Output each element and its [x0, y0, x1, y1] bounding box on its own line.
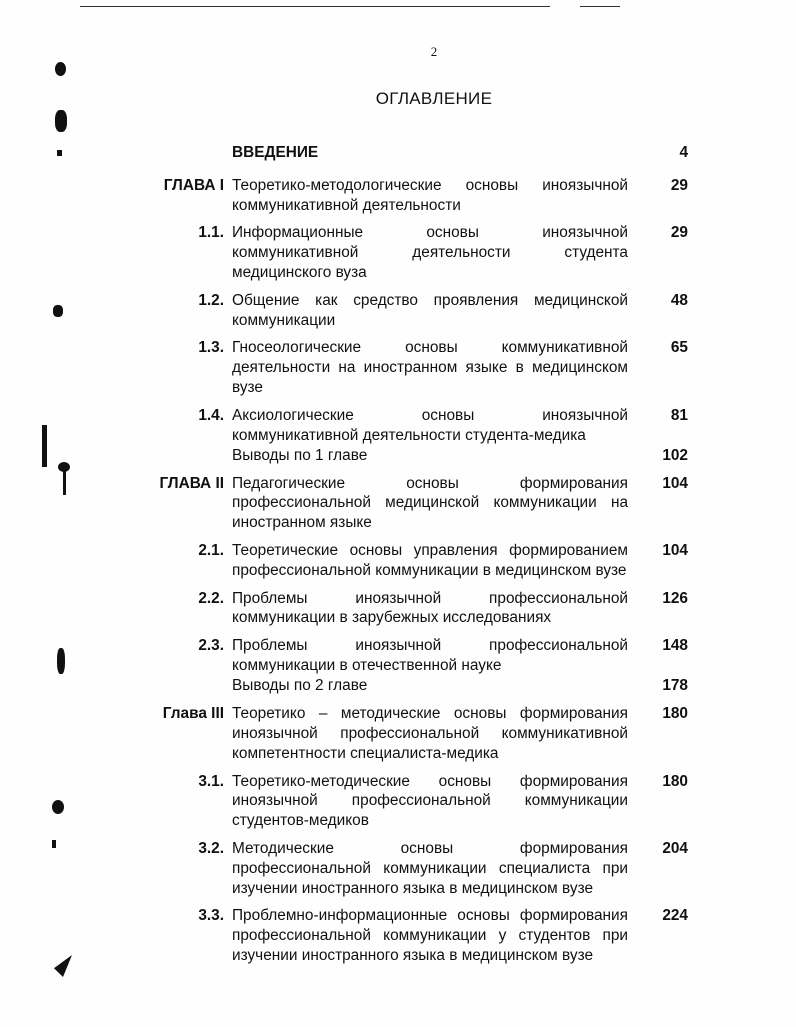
toc-entry-page: 65 [670, 339, 688, 357]
table-of-contents [150, 143, 690, 966]
top-rule-short [580, 6, 620, 7]
page-number: 2 [430, 44, 438, 59]
toc-entry [150, 291, 690, 331]
scan-speck [57, 150, 62, 156]
toc-entry [150, 906, 690, 965]
toc-entry-page: 224 [662, 907, 688, 925]
toc-entry [150, 176, 690, 216]
toc-entry-title: Теоретико – методические основы формирования иноязычной профессиональной коммуникативной компетентности специалиста-медика [232, 705, 628, 762]
toc-entry [150, 223, 690, 282]
toc-entry-title: Теоретико-методологические основы иноязычной коммуникативной деятельности [232, 176, 628, 214]
toc-entry-page: 178 [662, 677, 688, 695]
toc-entry-label: 2.2. [198, 589, 224, 607]
top-rule [80, 6, 550, 7]
toc-entry [150, 839, 690, 898]
toc-entry [150, 143, 690, 163]
toc-entry-page: 48 [670, 291, 688, 309]
scan-speck [52, 800, 64, 814]
toc-entry-title: ВВЕДЕНИЕ [232, 144, 319, 161]
toc-entry-page: 29 [670, 176, 688, 194]
toc-entry [150, 406, 690, 446]
scan-speck [53, 305, 63, 317]
toc-entry-label: 1.1. [198, 224, 224, 242]
toc-entry-label: Глава III [162, 705, 224, 723]
toc-entry [150, 636, 690, 676]
scan-speck [57, 648, 65, 674]
scan-speck [52, 840, 56, 848]
toc-entry-label: 1.3. [198, 339, 224, 357]
toc-entry-label: 3.2. [198, 839, 224, 857]
toc-entry-title: Общение как средство проявления медицинской коммуникации [232, 291, 628, 329]
toc-entry-title: Теоретические основы управления формированием профессиональной коммуникации в медицинском вузе [232, 542, 628, 579]
toc-entry-page: 4 [679, 144, 688, 161]
toc-entry-label: 2.1. [198, 542, 224, 560]
toc-entry [150, 474, 690, 533]
toc-entry-title: Методические основы формирования профессиональной коммуникации специалиста при изучении иностранного языка в медицинском вузе [232, 839, 628, 897]
toc-entry-label: ГЛАВА II [159, 474, 224, 492]
toc-entry [150, 589, 690, 629]
toc-entry [150, 338, 690, 397]
toc-entry-label: 1.4. [198, 406, 224, 424]
toc-entry-title: Теоретико-методические основы формирования иноязычной профессиональной коммуникации студентов-медиков [232, 772, 628, 830]
toc-entry [150, 772, 690, 831]
toc-entry-page: 29 [670, 224, 688, 242]
toc-entry [150, 541, 690, 581]
toc-entry-title: Гносеологические основы коммуникативной деятельности на иностранном языке в медицинском вузе [232, 339, 628, 396]
toc-entry-label: ГЛАВА I [163, 176, 224, 194]
toc-entry-page: 102 [662, 446, 688, 464]
toc-entry-page: 104 [662, 542, 688, 560]
toc-entry-label: 3.1. [198, 772, 224, 790]
toc-entry-title: Проблемы иноязычной профессиональной коммуникации в отечественной науке [232, 637, 628, 675]
toc-entry-label: 3.3. [198, 907, 224, 925]
toc-entry-page: 180 [662, 772, 688, 790]
toc-entry-page: 180 [662, 705, 688, 723]
toc-entry-page: 126 [662, 589, 688, 607]
scan-speck [63, 470, 66, 495]
scan-speck [42, 425, 47, 467]
toc-entry-title: Проблемы иноязычной профессиональной коммуникации в зарубежных исследованиях [232, 589, 628, 627]
page-title: ОГЛАВЛЕНИЕ [375, 89, 493, 108]
toc-entry-label: 1.2. [198, 291, 224, 309]
scan-speck [55, 110, 67, 132]
toc-entry-label: 2.3. [198, 637, 224, 655]
scan-speck [42, 955, 72, 977]
toc-entry-title: Выводы по 1 главе [232, 446, 368, 464]
scan-speck [55, 62, 66, 76]
toc-entry [150, 676, 690, 696]
toc-entry-page: 204 [662, 839, 688, 857]
toc-entry-title: Проблемно-информационные основы формирования профессиональной коммуникации у студентов при изучении иностранного языка в медицинском вузе [232, 907, 628, 964]
toc-entry-page: 81 [670, 406, 688, 424]
toc-entry-title: Аксиологические основы иноязычной коммуникативной деятельности студента-медика [232, 406, 628, 444]
toc-entry-page: 104 [662, 474, 688, 492]
toc-entry-title: Информационные основы иноязычной коммуникативной деятельности студента медицинского вуза [232, 224, 628, 281]
toc-entry [150, 704, 690, 763]
toc-entry-page: 148 [662, 637, 688, 655]
toc-entry-title: Выводы по 2 главе [232, 677, 368, 695]
toc-entry-title: Педагогические основы формирования профессиональной медицинской коммуникации на иностранном языке [232, 474, 628, 532]
toc-entry [150, 446, 690, 466]
